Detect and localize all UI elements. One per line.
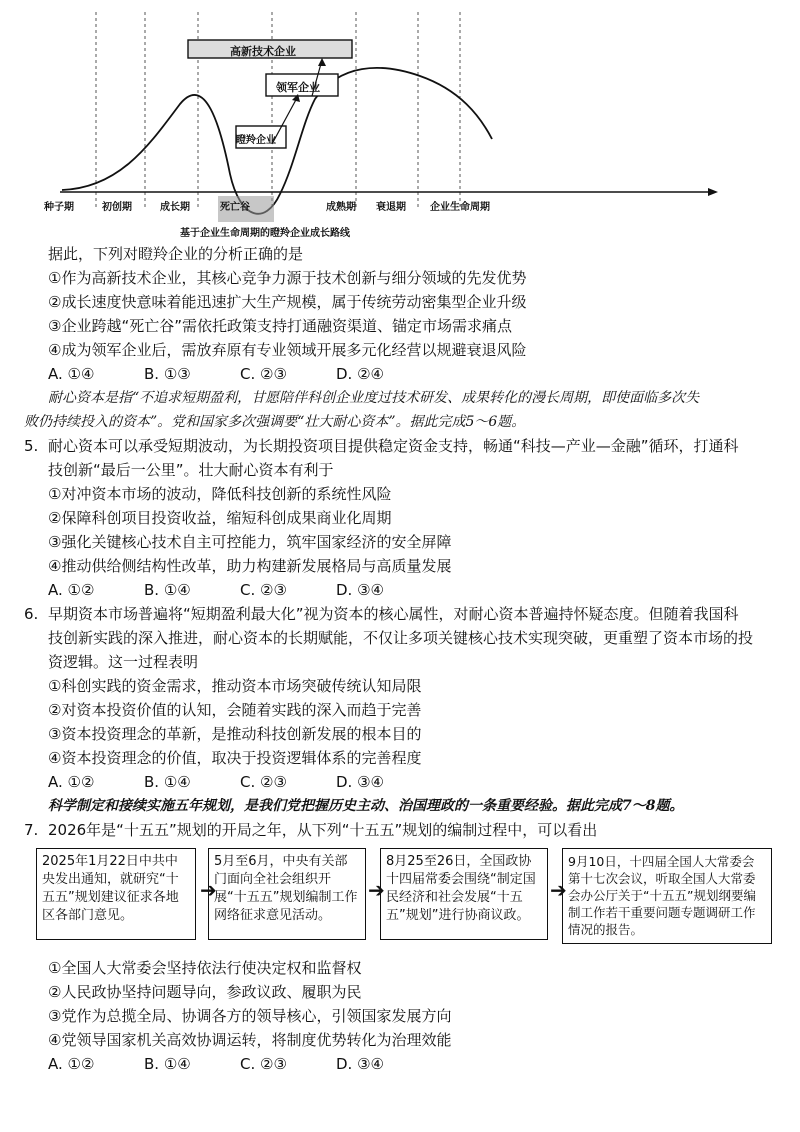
q6-option-a[interactable]: A. ①② [48,773,95,791]
q6-stem-3: 资逻辑。这一过程表明 [48,653,199,671]
stage-decline: 衰退期 [376,202,406,213]
q6-options [48,772,432,792]
intro56-line2: 败仍持续投入的资本”。党和国家多次强调要“壮大耐心资本”。据此完成5～6题。 [24,414,526,430]
stage-startup: 初创期 [102,202,132,213]
flow-arrow-1: ➔ [200,878,217,902]
flow-step-4: 9月10日，十四届全国人大常委会第十七次会议，听取全国人大常委会办公厅关于“十五五”规划纲要编制工作若干重要问题专题调研工作情况的报告。 [562,848,772,944]
banner-label: 高新技术企业 [230,45,296,58]
stage-growth: 成长期 [160,202,190,213]
q4-option-d[interactable]: D. ②④ [336,365,384,383]
q5-option-a[interactable]: A. ①② [48,581,95,599]
flow-arrow-2: ➔ [368,878,385,902]
q5-stem-1: 耐心资本可以承受短期波动，为长期投资项目提供稳定资金支持，畅通“科技—产业—金融”循环，打通科 [48,437,739,455]
q7-item-4: ④党领导国家机关高效协调运转，将制度优势转化为治理效能 [48,1031,452,1049]
q7-option-b[interactable]: B. ①④ [144,1055,191,1073]
flow-step-3: 8月25至26日，全国政协十四届常委会围绕“制定国民经济和社会发展“十五五”规划”进行协商议政。 [380,848,548,940]
q6-number: 6. [24,605,39,623]
stage-death-valley: 死亡谷 [220,202,250,213]
q5-option-d[interactable]: D. ③④ [336,581,384,599]
stage-lifecycle: 企业生命周期 [430,202,490,213]
leader-label: 领军企业 [276,81,320,94]
q7-stem: 2026年是“十五五”规划的开局之年，从下列“十五五”规划的编制过程中，可以看出 [48,821,598,839]
q5-item-1: ①对冲资本市场的波动，降低科技创新的系统性风险 [48,485,392,503]
q7-option-a[interactable]: A. ①② [48,1055,95,1073]
flow-arrow-3: ➔ [550,878,567,902]
q7-number: 7. [24,821,39,839]
axis-arrow [708,188,718,196]
q5-option-b[interactable]: B. ①④ [144,581,191,599]
q5-item-3: ③强化关键核心技术自主可控能力，筑牢国家经济的安全屏障 [48,533,452,551]
q6-item-3: ③资本投资理念的革新，是推动科技创新发展的根本目的 [48,725,422,743]
q6-option-d[interactable]: D. ③④ [336,773,384,791]
q5-stem-2: 技创新“最后一公里”。壮大耐心资本有利于 [48,461,334,479]
q6-option-b[interactable]: B. ①④ [144,773,191,791]
lifecycle-diagram [40,4,760,240]
q4-option-b[interactable]: B. ①③ [144,365,191,383]
leader-arrowhead [318,58,326,66]
q7-item-1: ①全国人大常委会坚持依法行使决定权和监督权 [48,959,362,977]
q4-stem: 据此，下列对瞪羚企业的分析正确的是 [48,245,304,263]
q7-item-2: ②人民政协坚持问题导向，参政议政、履职为民 [48,983,362,1001]
gazelle-label: 瞪羚企业 [236,135,276,146]
q7-option-c[interactable]: C. ②③ [240,1055,287,1073]
flow-step-2: 5月至6月，中央有关部门面向全社会组织开展“十五五”规划编制工作网络征求意见活动。 [208,848,366,940]
intro78-line1: 科学制定和接续实施五年规划，是我们党把握历史主动、治国理政的一条重要经验。据此完成7～8题。 [48,798,684,814]
q4-option-c[interactable]: C. ②③ [240,365,287,383]
q5-option-c[interactable]: C. ②③ [240,581,287,599]
q6-option-c[interactable]: C. ②③ [240,773,287,791]
q6-stem-2: 技创新实践的深入推进，耐心资本的长期赋能，不仅让多项关键核心技术实现突破，更重塑了资本市场的投 [48,629,754,647]
q5-options [48,580,432,600]
q4-item-2: ②成长速度快意味着能迅速扩大生产规模，属于传统劳动密集型企业升级 [48,293,527,311]
q6-item-2: ②对资本投资价值的认知，会随着实践的深入而趋于完善 [48,701,422,719]
q6-item-4: ④资本投资理念的价值，取决于投资逻辑体系的完善程度 [48,749,422,767]
q4-item-4: ④成为领军企业后，需放弃原有专业领域开展多元化经营以规避衰退风险 [48,341,527,359]
q4-item-3: ③企业跨越“死亡谷”需依托政策支持打通融资渠道、锚定市场需求痛点 [48,317,512,335]
q7-item-3: ③党作为总揽全局、协调各方的领导核心，引领国家发展方向 [48,1007,452,1025]
q4-item-1: ①作为高新技术企业，其核心竞争力源于技术创新与细分领域的先发优势 [48,269,527,287]
q7-options [48,1054,432,1074]
diagram-caption: 基于企业生命周期的瞪羚企业成长路线 [180,228,350,239]
q4-option-a[interactable]: A. ①④ [48,365,95,383]
stage-mature: 成熟期 [326,202,356,213]
q6-stem-1: 早期资本市场普遍将“短期盈利最大化”视为资本的核心属性，对耐心资本普遍持怀疑态度。但随着我国科 [48,605,739,623]
q6-item-1: ①科创实践的资金需求，推动资本市场突破传统认知局限 [48,677,422,695]
q5-item-4: ④推动供给侧结构性改革，助力构建新发展格局与高质量发展 [48,557,452,575]
flow-step-1: 2025年1月22日中共中央发出通知，就研究“十五五”规划建议征求各地区各部门意见。 [36,848,196,940]
q5-number: 5. [24,437,39,455]
q5-item-2: ②保障科创项目投资收益，缩短科创成果商业化周期 [48,509,392,527]
q7-option-d[interactable]: D. ③④ [336,1055,384,1073]
stage-seed: 种子期 [44,202,74,213]
intro56-line1: 耐心资本是指“不追求短期盈利，甘愿陪伴科创企业度过技术研发、成果转化的漫长周期，即使面临多次失 [48,390,700,406]
q4-options [48,364,432,384]
